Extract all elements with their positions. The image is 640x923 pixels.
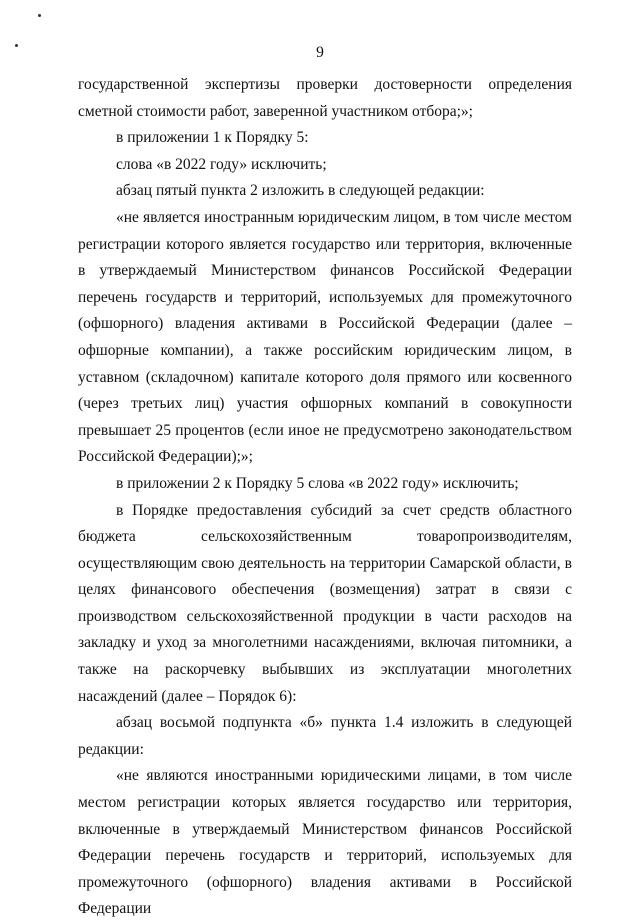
paragraph: абзац восьмой подпункта «б» пункта 1.4 изложить в следующей редакции: [78,714,572,758]
paragraph: государственной экспертизы проверки достоверности определения сметной стоимости работ, заверенной участником отбора;»; [78,76,572,120]
page-number: 9 [316,44,324,61]
paragraph: в приложении 1 к Порядку 5: [116,129,309,147]
document-body [78,72,572,923]
paragraph: «не является иностранным юридическим лицом, в том числе местом регистрации которого является государство или территория, включенные в утверждаемый Министерством финансов Российской Федерации перечень государств и территорий, используемых для промежуточного (офшорного) владения активами в Российской Федерации (далее – офшорные компании), а также российским юридическим лицом, в уставном (складочном) капитале которого доля прямого или косвенного (через третьих лиц) участия офшорных компаний в совокупности превышает 25 процентов (если иное не предусмотрено законодательством Российской Федерации);»; [78,208,572,466]
paragraph: в Порядке предоставления субсидий за счет средств областного бюджета сельскохозяйственным товаропроизводителям, осуществляющим свою деятельность на территории Самарской области, в целях финансового обеспечения (возмещения) затрат в связи с производством сельскохозяйственной продукции в части расходов на закладку и уход за многолетними насаждениями, включая питомники, а также на раскорчевку выбывших из эксплуатации многолетних насаждений (далее – Порядок 6): [78,501,572,705]
scan-dot-mark [38,14,41,17]
paragraph: в приложении 2 к Порядку 5 слова «в 2022 году» исключить; [116,474,519,492]
paragraph: «не являются иностранными юридическими лицами, в том числе местом регистрации которых является государство или территория, включенные в утверждаемый Министерством финансов Российской Федерации перечень государств и территорий, используемых для промежуточного (офшорного) владения активами в Российской Федерации [78,767,572,918]
paragraph: слова «в 2022 году» исключить; [116,155,327,173]
paragraph: абзац пятый пункта 2 изложить в следующей редакции: [116,182,485,200]
